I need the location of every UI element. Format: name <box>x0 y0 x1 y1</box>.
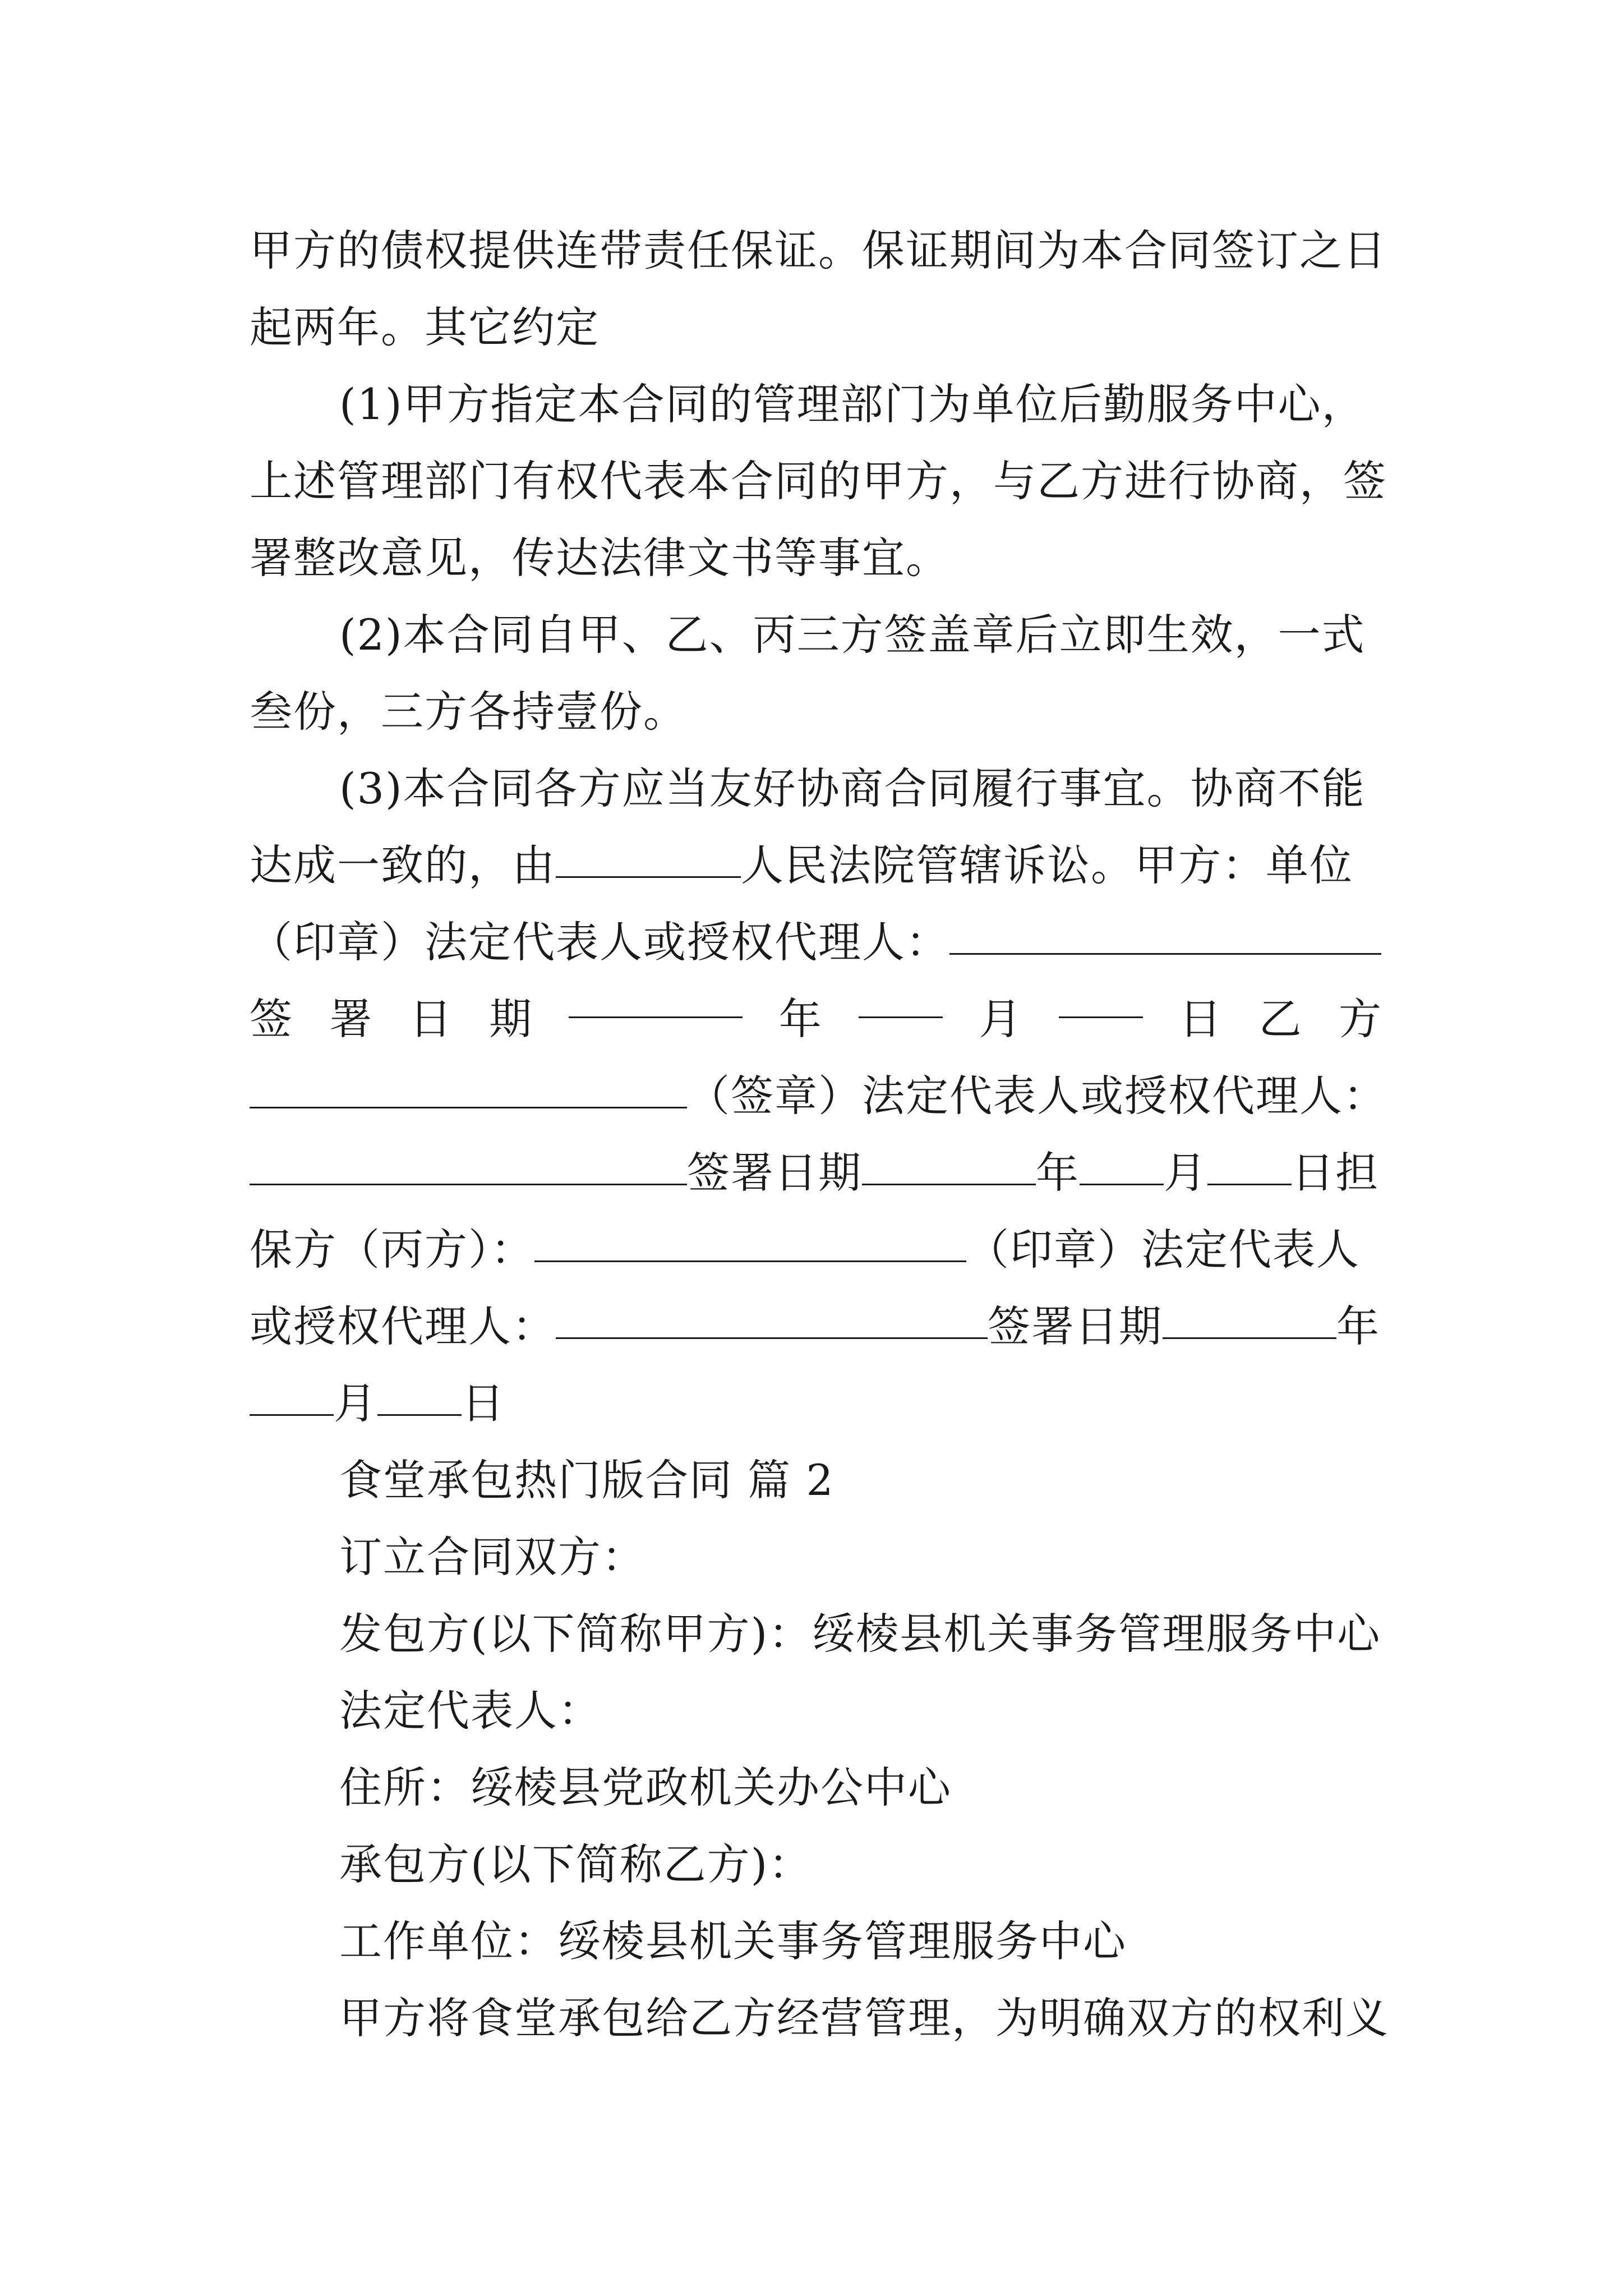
clause-3-line: (3)本合同各方应当友好协商合同履行事宜。协商不能 <box>339 763 1366 813</box>
text-line: 甲方将食堂承包给乙方经营管理，为明确双方的权利义 <box>339 1993 1389 2043</box>
text-segment: （印章）法定代表人或授权代理人： <box>250 917 949 967</box>
text-segment: 日担 <box>1292 1148 1379 1198</box>
text-line: 叁份，三方各持壹份。 <box>250 687 687 737</box>
year-blank <box>569 1016 743 1018</box>
day-blank <box>1207 1183 1292 1185</box>
text-line: 承包方(以下简称乙方)： <box>339 1839 813 1889</box>
date-line <box>250 981 1382 1057</box>
text-line: 上述管理部门有权代表本合同的甲方，与乙方进行协商，签 <box>250 456 1387 506</box>
text-segment: 年 <box>1036 1148 1080 1198</box>
day-blank <box>1059 1016 1143 1018</box>
text-char: 方 <box>1338 994 1382 1044</box>
text-segment: 签署日期 <box>687 1148 862 1198</box>
text-segment: 日 <box>462 1378 505 1428</box>
date-char: 签 <box>250 994 293 1044</box>
signature-blank <box>250 1183 687 1185</box>
date-char: 日 <box>409 994 453 1044</box>
text-segment: 月 <box>334 1378 377 1428</box>
clause-1-line: (1)甲方指定本合同的管理部门为单位后勤服务中心， <box>339 379 1366 429</box>
signature-blank <box>949 953 1381 955</box>
guarantor-blank <box>534 1260 966 1262</box>
signature-blank <box>556 1337 988 1339</box>
text-line: 工作单位：绥棱县机关事务管理服务中心 <box>339 1916 1127 1966</box>
text-line <box>250 1211 1382 1288</box>
text-line: 甲方的债权提供连带责任保证。保证期间为本合同签订之日 <box>250 226 1387 275</box>
text-line <box>250 904 1382 981</box>
text-segment: 保方（丙方）： <box>250 1225 534 1274</box>
text-segment: （签章）法定代表人或授权代理人： <box>687 1071 1387 1121</box>
court-blank <box>556 876 741 878</box>
year-blank <box>1163 1337 1336 1339</box>
year-blank <box>862 1183 1036 1185</box>
date-char: 署 <box>329 994 374 1044</box>
document-page <box>250 212 1389 2056</box>
text-line: 住所：绥棱县党政机关办公中心 <box>339 1763 952 1812</box>
text-line: 法定代表人： <box>339 1686 602 1736</box>
year-label: 年 <box>778 994 823 1044</box>
text-segment: 或授权代理人： <box>250 1301 556 1351</box>
day-label: 日 <box>1179 994 1223 1044</box>
month-blank <box>1080 1183 1164 1185</box>
section-title: 食堂承包热门版合同 篇 2 <box>339 1455 834 1505</box>
text-line: 订立合同双方： <box>339 1532 645 1582</box>
day-blank <box>377 1414 462 1416</box>
month-blank <box>859 1016 943 1018</box>
text-segment: 达成一致的，由 <box>250 840 556 890</box>
text-segment: 人民法院管辖诉讼。甲方：单位 <box>741 840 1353 890</box>
party-b-blank <box>250 1106 687 1108</box>
date-char: 期 <box>489 994 533 1044</box>
month-label: 月 <box>979 994 1023 1044</box>
text-line: 署整改意见，传达法律文书等事宜。 <box>250 533 949 583</box>
text-line <box>250 1288 1382 1365</box>
month-blank <box>250 1414 334 1416</box>
text-char: 乙 <box>1258 994 1303 1044</box>
clause-2-line: (2)本合同自甲、乙、丙三方签盖章后立即生效，一式 <box>339 610 1366 660</box>
text-line: 起两年。其它约定 <box>250 302 600 352</box>
text-segment: （印章）法定代表人 <box>966 1225 1360 1274</box>
text-line: 发包方(以下简称甲方)：绥棱县机关事务管理服务中心 <box>339 1609 1381 1659</box>
text-line <box>250 827 1382 904</box>
text-segment: 签署日期 <box>988 1301 1163 1351</box>
text-line <box>250 1057 1387 1134</box>
text-segment: 月 <box>1164 1148 1207 1198</box>
text-segment: 年 <box>1336 1301 1380 1351</box>
text-line <box>250 1134 1382 1211</box>
text-line <box>250 1365 1382 1442</box>
